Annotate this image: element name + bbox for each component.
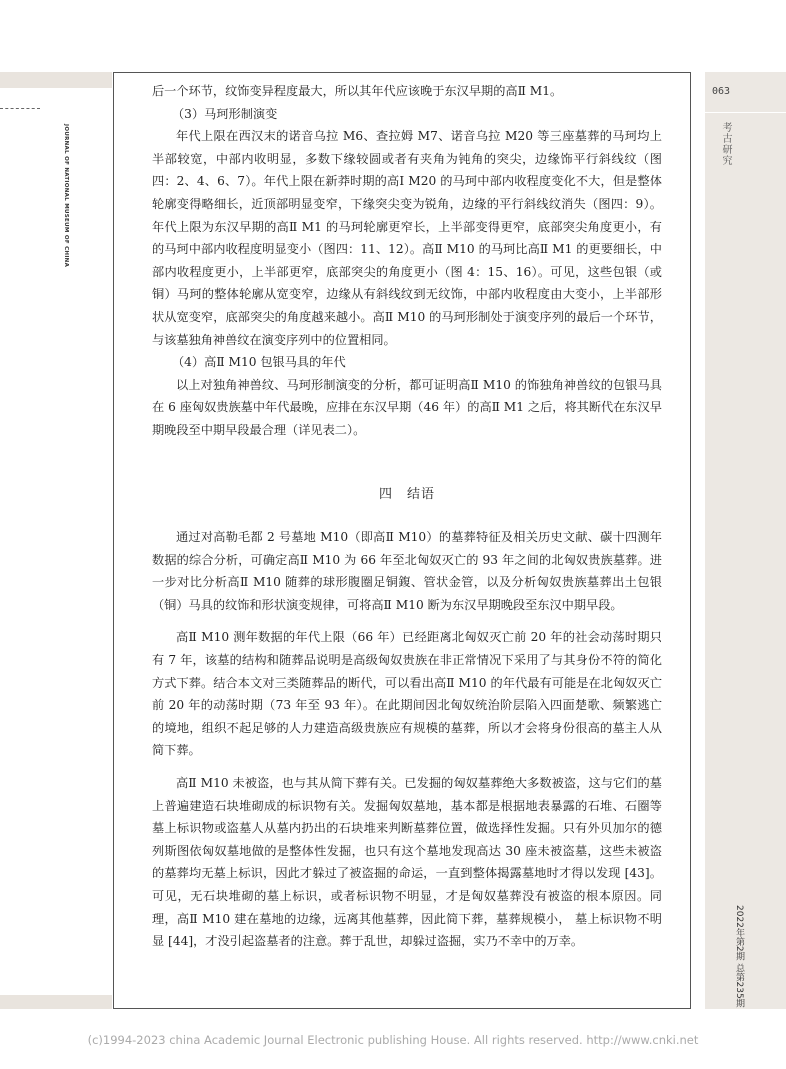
paragraph-conclusion-2: 高Ⅱ M10 测年数据的年代上限（66 年）已经距离北匈奴灭亡前 20 年的社会动荡时期只有 7 年，该墓的结构和随葬品说明是高级匈奴贵族在非正常情况下采用了与其身份不符的简化方式下葬。结合本文对三类随葬品的断代，可以看出高Ⅱ M10 的年代最有可能是在北匈奴灭亡前 20 年的动荡时期（73 年至 93 年）。在此期间因北匈奴统治阶层陷入四面楚歌、频繁逃亡的境地，组织不起足够的人力建造高级贵族应有规模的墓葬，所以才会将身份很高的墓主人从简下葬。 bbox=[152, 630, 662, 758]
paragraph-conclusion-1: 通过对高勒毛都 2 号墓地 M10（即高Ⅱ M10）的墓葬特征及相关历史文献、碳十四测年数据的综合分析，可确定高Ⅱ M10 为 66 年至北匈奴灭亡的 93 年之间的北匈奴贵族墓葬。进一步对比分析高Ⅱ M10 随葬的球形腹圈足铜鍑、管状金管，以及分析匈奴贵族墓葬出土包银（铜）马具的纹饰和形状演变规律，可将高Ⅱ M10 断为东汉早期晚段至东汉中期早段。 bbox=[152, 530, 662, 612]
page-number: 063 bbox=[712, 86, 731, 97]
journal-english-name: JOURNAL OF NATIONAL MUSEUM OF CHINA bbox=[63, 124, 69, 268]
left-bottom-band bbox=[0, 995, 112, 1009]
section-title: 四 结语 bbox=[378, 487, 435, 502]
copyright-footer: (c)1994-2023 china Academic Journal Electronic publishing House. All rights reserved. http://www.cnki.net bbox=[87, 1033, 699, 1047]
body-block-2 bbox=[152, 526, 662, 953]
paragraph-continued: 后一个环节，纹饰变异程度最大，所以其年代应该晚于东汉早期的高Ⅱ M1。 bbox=[152, 84, 563, 98]
left-dashed-rule bbox=[0, 108, 40, 109]
subheading-mako: （3）马珂形制演变 bbox=[172, 106, 278, 121]
issue-info: 2022年第2期 总第235期 bbox=[734, 905, 744, 1008]
paragraph-conclusion-3: 高Ⅱ M10 未被盗，也与其从简下葬有关。已发掘的匈奴墓葬绝大多数被盗，这与它们的墓上普遍建造石块堆砌成的标识物有关。发掘匈奴墓地，基本都是根据地表暴露的石堆、石圈等墓上标识物或盗墓人从墓内扔出的石块堆来判断墓葬位置，做选择性发掘。只有外贝加尔的德列斯图依匈奴墓地做的是整体性发掘，也只有这个墓地发现高达 30 座未被盗墓，这些未被盗的墓葬均无墓上标识，因此才躲过了被盗掘的命运，一直到整体揭露墓地时才得以发现 [43]。可见，无石块堆砌的墓上标识，或者标识物不明显，才是匈奴墓葬没有被盗的根本原因。同理，高Ⅱ M10 建在墓地的边缘，远离其他墓葬，因此简下葬，墓葬规模小， 墓上标识物不明显 [44]，才没引起盗墓者的注意。葬于乱世，却躲过盗掘，实乃不幸中的万幸。 bbox=[152, 775, 662, 949]
column-title: 考古研究 bbox=[720, 122, 731, 166]
subheading-dating: （4）高Ⅱ M10 包银马具的年代 bbox=[172, 355, 346, 370]
paragraph-dating: 以上对独角神兽纹、马珂形制演变的分析，都可证明高Ⅱ M10 的饰独角神兽纹的包银马具在 6 座匈奴贵族墓中年代最晚，应排在东汉早期（46 年）的高Ⅱ M1 之后，将其断代在东汉早期晚段至中期早段最合理（详见表二）。 bbox=[152, 377, 662, 437]
paragraph-mako-evolution: 年代上限在西汉末的诺音乌拉 M6、查拉姆 M7、诺音乌拉 M20 等三座墓葬的马珂均上半部较宽，中部内收明显，多数下缘较圆或者有夹角为钝角的突尖，边缘饰平行斜线纹（图四：2、4、6、7）。年代上限在新莽时期的高Ⅰ M20 的马珂中部内收程度变化不大，但是整体轮廓变得略细长，近顶部明显变窄，下缘突尖变为锐角，边缘的平行斜线纹消失（图四：9）。年代上限为东汉早期的高Ⅱ M1 的马珂轮廓更窄长，上半部变得更窄，底部突尖角度更小，有的马珂中部内收程度明显变小（图四：11、12）。高Ⅱ M10 的马珂比高Ⅱ M1 的更要细长，中部内收程度更小，上半部更窄，底部突尖的角度更小（图 4：15、16）。可见，这些包银（或铜）马珂的整体轮廓从宽变窄，边缘从有斜线纹到无纹饰，中部内收程度由大变小，上半部形状从宽变窄，底部突尖的角度越来越小。高Ⅱ M10 的马珂形制处于演变序列的最后一个环节，与该墓独角神兽纹在演变序列中的位置相同。 bbox=[152, 129, 662, 347]
right-margin-strip bbox=[705, 72, 786, 1009]
left-top-band bbox=[0, 72, 112, 88]
body-block-1 bbox=[152, 80, 662, 442]
strip-divider bbox=[705, 112, 786, 113]
